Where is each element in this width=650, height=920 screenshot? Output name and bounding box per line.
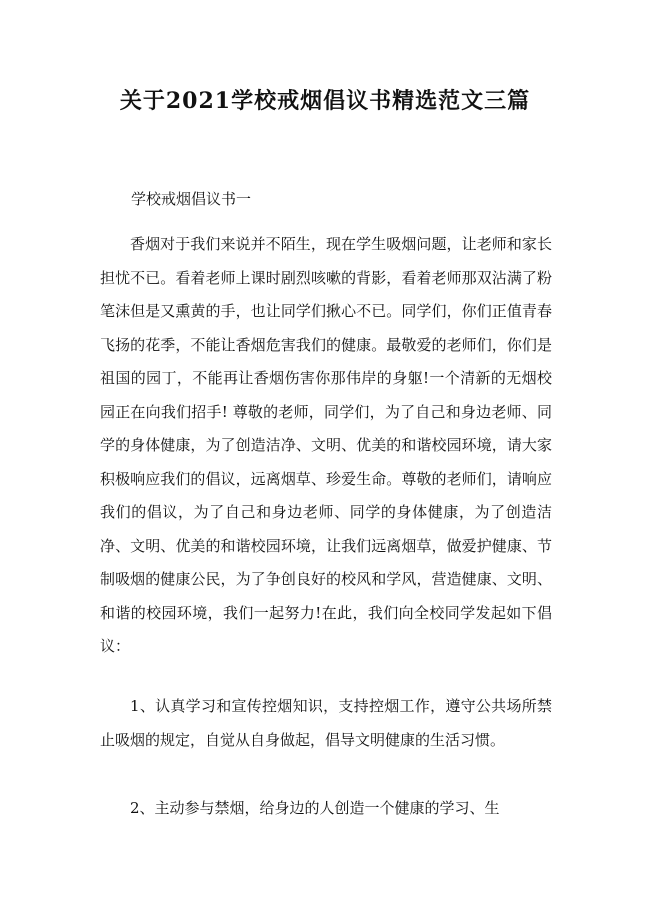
body-paragraph-1: 香烟对于我们来说并不陌生，现在学生吸烟问题，让老师和家长担忧不已。看着老师上课时剧烈咳嗽的背影，看着老师那双沾满了粉笔沫但是又熏黄的手，也让同学们揪心不已。同学们，你们正值青春飞扬的花季，不能让香烟危害我们的健康。最敬爱的老师们，你们是祖国的园丁，不能再让香烟伤害你那伟岸的身躯!一个清新的无烟校园正在向我们招手! 尊敬的老师，同学们，为了自己和身边老师、同学的身体健康，为了创造洁净、文明、优美的和谐校园环境，请大家积极响应我们的倡议，远离烟草、珍爱生命。尊敬的老师们，请响应我们的倡议，为了自己和身边老师、同学的身体健康，为了创造洁净、文明、优美的和谐校园环境，让我们远离烟草，做爱护健康、节制吸烟的健康公民，为了争创良好的校风和学风，营造健康、文明、和谐的校园环境，我们一起努力!在此，我们向全校同学发起如下倡议： xyxy=(100,235,552,655)
section-heading: 学校戒烟倡议书一 xyxy=(131,190,252,208)
document-title: 关于2021学校戒烟倡议书精选范文三篇 xyxy=(119,88,531,114)
body-paragraph-2: 1、认真学习和宣传控烟知识，支持控烟工作，遵守公共场所禁止吸烟的规定，自觉从自身做起，倡导文明健康的生活习惯。 xyxy=(100,697,552,749)
body-paragraph-3: 2、主动参与禁烟，给身边的人创造一个健康的学习、生 xyxy=(130,799,500,817)
